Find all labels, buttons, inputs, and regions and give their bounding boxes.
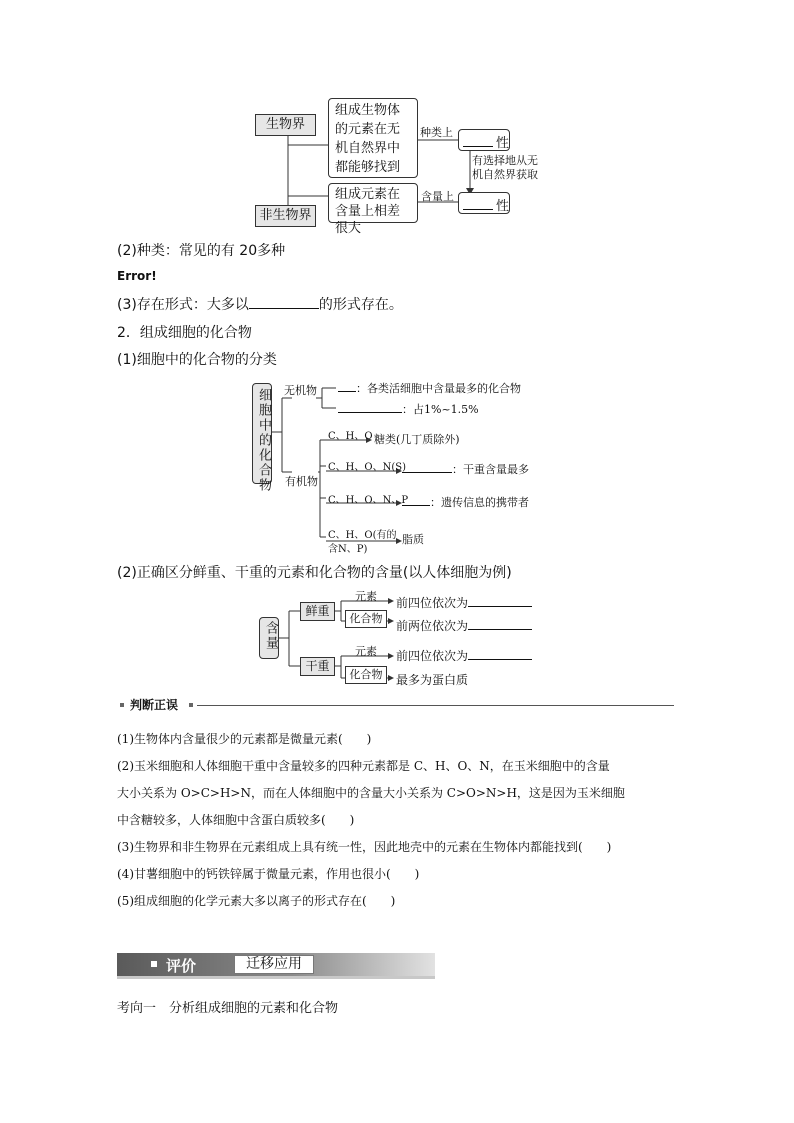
amount-label: 含量上 (421, 190, 454, 203)
inorganic-label: 无机物 (284, 384, 317, 397)
judge-item-2b: 大小关系为 O>C>H>N，而在人体细胞中的含量大小关系为 C>O>N>H，这是因为玉米细胞 (117, 786, 625, 800)
judge-item-4: (4)甘薯细胞中的钙铁锌属于微量元素，作用也很小( ) (117, 867, 420, 881)
fresh-element-label: 元素 (355, 590, 377, 603)
section2-sub1: (1)细胞中的化合物的分类 (117, 352, 277, 368)
fresh-element-row (396, 594, 532, 611)
form-line-suffix: 的形式存在。 (318, 297, 403, 313)
content-root-label: 含量 (263, 621, 278, 651)
org4-elements-a: C、H、O(有的 (328, 530, 397, 541)
dry-weight-box (300, 657, 335, 676)
judge-divider (197, 705, 674, 706)
elements-found-text: 组成生物体的元素在无机自然界中都能够找到 (335, 103, 401, 175)
org3-desc: ：遗传信息的携带者 (430, 496, 529, 509)
judge-bullet-left (120, 703, 124, 707)
section2-sub2: (2)正确区分鲜重、干重的元素和化合物的含量(以人体细胞为例) (117, 565, 512, 581)
judge-item-3: (3)生物界和非生物界在元素组成上具有统一性，因此地壳中的元素在生物体内都能找到( ) (117, 840, 612, 854)
error-line: Error! (117, 269, 157, 283)
dry-compound-label: 化合物 (349, 668, 383, 681)
kind-label: 种类上 (420, 126, 453, 139)
difference-suffix: 性 (496, 199, 510, 214)
biology-world-label: 生物界 (265, 117, 305, 132)
org4-elements-b: 含N、P) (328, 544, 368, 555)
fresh-compound-row (396, 617, 532, 634)
dry-element-text: 前四位依次为 (396, 649, 469, 663)
fresh-compound-text: 前两位依次为 (396, 619, 469, 633)
dry-element-blank[interactable] (468, 647, 532, 660)
dry-compound-box (345, 666, 387, 684)
org4-name: 脂质 (402, 533, 424, 546)
banner-sub-tab (234, 955, 314, 974)
content-differs-text: 组成元素在含量上相差很大 (335, 187, 401, 236)
dry-compound-text: 最多为蛋白质 (396, 673, 469, 687)
banner-label: 评价 (166, 957, 197, 975)
judge-item-2c: 中含糖较多，人体细胞中含蛋白质较多( ) (117, 813, 355, 827)
content-root-box (259, 617, 279, 659)
banner-square-icon (151, 961, 157, 967)
fresh-compound-blank[interactable] (468, 617, 532, 630)
dry-element-row (396, 647, 532, 664)
compound-root-label: 细胞中的化合物 (256, 388, 271, 493)
org1-name: 糖类(几丁质除外) (374, 433, 460, 446)
fresh-weight-box (300, 602, 335, 621)
org1-elements: C、H、O (328, 431, 373, 442)
judge-item-2a: (2)玉米细胞和人体细胞干重中含量较多的四种元素都是 C、H、O、N，在玉米细胞中的含量 (117, 759, 610, 773)
fresh-compound-box (345, 610, 387, 628)
nonbio-world-label: 非生物界 (259, 208, 312, 223)
organic-label: 有机物 (285, 475, 318, 488)
org3-elements: C、H、O、N、P (328, 495, 409, 506)
evaluation-banner-shadow (117, 976, 435, 979)
judge-item-1: (1)生物体内含量很少的元素都是微量元素( ) (117, 732, 372, 746)
kinds-line: (2)种类：常见的有 20多种 (117, 243, 286, 259)
section2-title: 2．组成细胞的化合物 (117, 325, 252, 341)
unity-suffix: 性 (496, 136, 510, 151)
inorganic-item2-text: ：占1%~1.5% (402, 403, 479, 416)
banner-sub-label: 迁移应用 (246, 956, 302, 972)
dry-element-label: 元素 (355, 645, 377, 658)
fresh-element-blank[interactable] (468, 594, 532, 607)
selective-note: 有选择地从无机自然界获取 (472, 154, 538, 181)
fresh-weight-label: 鲜重 (305, 604, 330, 618)
direction-line: 考向一 分析组成细胞的元素和化合物 (117, 1001, 339, 1016)
judge-bullet-right (189, 703, 193, 707)
dry-weight-label: 干重 (305, 659, 330, 673)
judge-item-5: (5)组成细胞的化学元素大多以离子的形式存在( ) (117, 894, 396, 908)
fresh-element-text: 前四位依次为 (396, 596, 469, 610)
org2-desc: ：干重含量最多 (452, 463, 529, 476)
inorganic-item1-text: ：各类活细胞中含量最多的化合物 (356, 382, 521, 395)
judge-title: 判断正误 (130, 698, 179, 712)
org2-elements: C、H、O、N(S) (328, 462, 406, 473)
fresh-compound-label: 化合物 (349, 612, 383, 625)
form-line-prefix: (3)存在形式：大多以 (117, 297, 249, 313)
